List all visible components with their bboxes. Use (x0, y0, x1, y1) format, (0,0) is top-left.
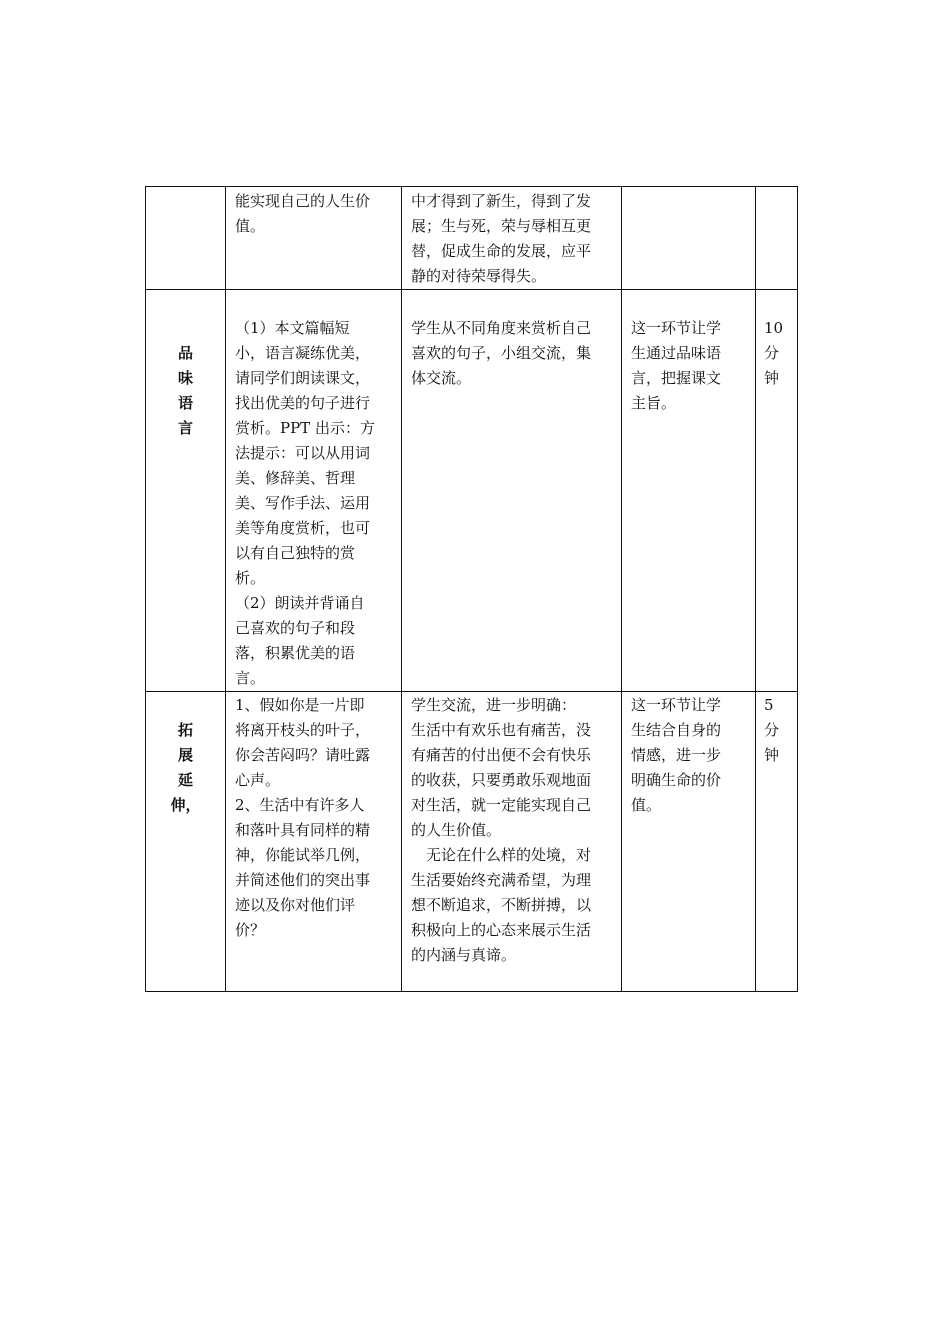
teacher-activity-text: （1）本文篇幅短 小，语言凝练优美， 请同学们朗读课文， 找出优美的句子进行 赏析。PPT 出示：方 法提示：可以从用词 美、修辞美、哲理 美、写作手法、运用 美等角度赏析，也可 以有自己独特的赏 析。 （2）朗读并背诵自 己喜欢的句子和段 落，积累优美的语 言。 (235, 319, 375, 687)
student-activity-text: 中才得到了新生，得到了发 展；生与死，荣与辱相互更 替，促成生命的发展，应平 静的对待荣辱得失。 (411, 192, 592, 285)
table-row (146, 290, 798, 692)
teacher-activity-text: 能实现自己的人生价 值。 (235, 192, 371, 235)
time-cell (756, 290, 798, 692)
design-intent-cell (622, 290, 756, 692)
lesson-plan-table (145, 186, 798, 992)
design-intent-text (622, 187, 755, 191)
time-text (756, 187, 797, 212)
student-activity-text: 学生交流，进一步明确： 生活中有欢乐也有痛苦，没 有痛苦的付出便不会有快乐 的收获，只要勇敢乐观地面 对生活，就一定能实现自己 的人生价值。 无论在什么样的处境，对 生活要始终充满希望，为理 想不断追求，不断拼搏，以 积极向上的心态来展示生活 的内涵与真谛。 (411, 696, 592, 964)
teacher-activity-cell (226, 290, 402, 692)
design-intent-text: 这一环节让学 生通过品味语 言，把握课文 主旨。 (631, 319, 722, 412)
stage-cell (146, 692, 226, 992)
student-activity-cell (402, 692, 622, 992)
time-text: 10 分 钟 (764, 319, 784, 387)
student-activity-text: 学生从不同角度来赏析自己 喜欢的句子，小组交流，集 体交流。 (411, 319, 592, 387)
teacher-activity-cell (226, 187, 402, 290)
stage-cell (146, 187, 226, 290)
teacher-activity-text: 1、假如你是一片即 将离开枝头的叶子， 你会苦闷吗？请吐露 心声。 2、生活中有许多人 和落叶具有同样的精 神，你能试举几例， 并简述他们的突出事 迹以及你对他们评 价？ (235, 696, 371, 939)
design-intent-cell (622, 692, 756, 992)
table-row (146, 187, 798, 290)
stage-label: 拓 展 延 伸， (170, 721, 201, 814)
design-intent-text: 这一环节让学 生结合自身的 情感，进一步 明确生命的价 值。 (631, 696, 722, 814)
time-text: 5 分 钟 (764, 696, 780, 764)
student-activity-cell (402, 290, 622, 692)
time-cell (756, 692, 798, 992)
design-intent-cell (622, 187, 756, 290)
table-row (146, 692, 798, 992)
stage-cell (146, 290, 226, 692)
student-activity-cell (402, 187, 622, 290)
time-cell (756, 187, 798, 290)
stage-label: 品 味 语 言 (177, 344, 193, 437)
teacher-activity-cell (226, 692, 402, 992)
